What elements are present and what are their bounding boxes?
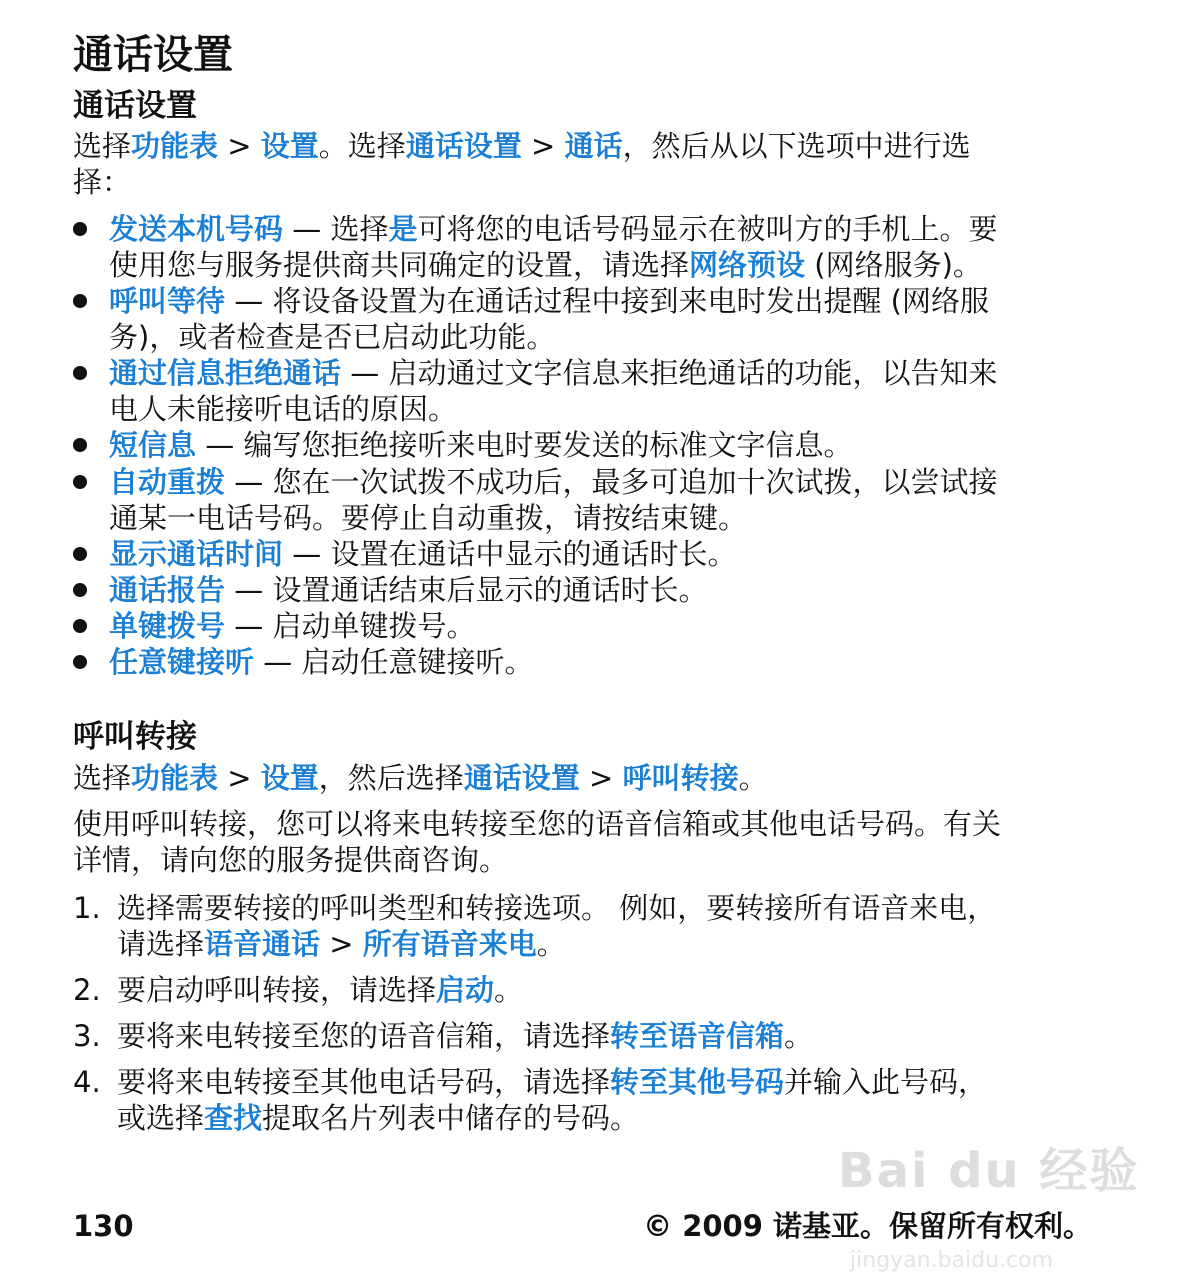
text-segment: 要将来电转接至您的语音信箱，请选择 [117, 1019, 611, 1053]
menu-path-term: 通话设置 [405, 129, 522, 163]
text-segment: 提取名片列表中储存的号码。 [262, 1101, 640, 1135]
menu-path-term: 功能表 [131, 761, 219, 795]
menu-path-term: 自动重拨 [109, 465, 226, 499]
text-segment: 并输入此号码， 或选择 [117, 1065, 988, 1135]
menu-path-term: 语音通话 [204, 927, 321, 961]
numbered-step [73, 890, 997, 962]
text-segment: 可将您的电话号码显示在被叫方的手机上。要 使用您与服务提供商共同确定的设置，请选择 [109, 212, 998, 282]
menu-path-term: 通过信息拒绝通话 [109, 356, 342, 390]
bullet-icon [73, 583, 87, 597]
baidu-watermark-logo: Bai du 经验 [838, 1143, 1140, 1199]
menu-path-term: 显示通话时间 [109, 537, 284, 571]
menu-path-term: 转至其他号码 [610, 1065, 785, 1099]
text-segment: (网络服务)。 [805, 248, 982, 282]
text-segment: — 编写您拒绝接听来电时要发送的标准文字信息。 [196, 428, 853, 462]
bullet-icon [73, 438, 87, 452]
text-segment: 选择需要转接的呼叫类型和转接选项。 例如，要转接所有语音来电， 请选择 [117, 891, 997, 961]
text-segment: — 选择 [283, 212, 389, 246]
text-segment: > [579, 761, 623, 795]
text-segment: 使用呼叫转接，您可以将来电转接至您的语音信箱或其他电话号码。有关 详情，请向您的服务提供商咨询。 [73, 807, 1002, 877]
menu-path-term: 通话 [564, 129, 623, 163]
menu-path-term: 通话报告 [109, 573, 226, 607]
page-title: 通话设置 [73, 32, 233, 78]
step-number: 2. [73, 973, 101, 1007]
bullet-item [109, 355, 997, 427]
text-segment: > [218, 129, 261, 163]
numbered-step [73, 1018, 814, 1054]
menu-path-term: 任意键接听 [109, 645, 255, 679]
bullet-item [109, 283, 989, 355]
menu-path-term: 发送本机号码 [109, 212, 284, 246]
bullet-icon [73, 655, 87, 669]
baidu-watermark-url: jingyan.baidu.com [850, 1248, 1054, 1273]
text-segment: — 启动通过文字信息来拒绝通话的功能，以告知来 电人未能接听电话的原因。 [109, 356, 998, 426]
menu-path-term: 所有语音来电 [362, 927, 537, 961]
bullet-icon [73, 222, 87, 236]
text-segment: 。 [536, 927, 566, 961]
menu-path-term: 转至语音信箱 [610, 1019, 785, 1053]
bullet-item [109, 536, 736, 572]
text-segment: 要将来电转接至其他电话号码，请选择 [117, 1065, 611, 1099]
menu-path-term: 查找 [204, 1101, 263, 1135]
section-heading [73, 88, 197, 124]
bullet-icon [73, 475, 87, 489]
numbered-step [73, 972, 524, 1008]
text-segment: ，然后从以下选项中进行选 择： [73, 129, 971, 199]
menu-path-term: 设置 [260, 761, 319, 795]
text-segment: — 您在一次试拨不成功后，最多可追加十次试拨，以尝试接 通某一电话号码。要停止自动重拨，请按结束键。 [109, 465, 998, 535]
text-segment: 。 [494, 973, 524, 1007]
section-heading [73, 719, 197, 755]
bullet-item [109, 464, 997, 536]
text-segment: 选择 [73, 761, 132, 795]
copyright-notice: © 2009 诺基亚。保留所有权利。 [643, 1209, 1092, 1243]
text-segment: ，然后选择 [318, 761, 464, 795]
text-segment: > [521, 129, 565, 163]
bullet-icon [73, 366, 87, 380]
menu-path-term: 单键拨号 [109, 609, 226, 643]
menu-path-term: 功能表 [131, 129, 219, 163]
numbered-step [73, 1064, 988, 1136]
menu-path-term: 启动 [436, 973, 495, 1007]
step-number: 3. [73, 1019, 101, 1053]
menu-path-term: 呼叫转接 [622, 761, 739, 795]
bullet-icon [73, 619, 87, 633]
paragraph [73, 760, 768, 796]
text-segment: > [320, 927, 363, 961]
text-segment: 要启动呼叫转接，请选择 [117, 973, 437, 1007]
text-segment: 。 [784, 1019, 814, 1053]
page-number: 130 [73, 1209, 134, 1243]
menu-path-term: 呼叫等待 [109, 284, 226, 318]
text-segment: — 设置在通话中显示的通话时长。 [283, 537, 737, 571]
text-segment: 通话设置 [73, 88, 197, 124]
bullet-icon [73, 294, 87, 308]
text-segment: 呼叫转接 [73, 719, 197, 755]
bullet-item [109, 427, 852, 463]
text-segment: — 启动任意键接听。 [254, 645, 534, 679]
text-segment: — 启动单键拨号。 [225, 609, 476, 643]
menu-path-term: 通话设置 [463, 761, 580, 795]
menu-path-term: 网络预设 [689, 248, 806, 282]
step-number: 4. [73, 1065, 101, 1099]
bullet-item [109, 572, 707, 608]
paragraph [73, 806, 1001, 878]
bullet-item [109, 644, 533, 680]
menu-path-term: 设置 [260, 129, 319, 163]
paragraph [73, 128, 971, 200]
text-segment: 。 [738, 761, 768, 795]
text-segment: > [218, 761, 261, 795]
bullet-icon [73, 547, 87, 561]
text-segment: — 设置通话结束后显示的通话时长。 [225, 573, 708, 607]
step-number: 1. [73, 891, 101, 925]
text-segment: 。选择 [318, 129, 406, 163]
text-segment: — 将设备设置为在通话过程中接到来电时发出提醒 (网络服 务)，或者检查是否已启动此功能。 [109, 284, 989, 354]
text-segment: 选择 [73, 129, 132, 163]
bullet-item [109, 211, 997, 283]
menu-path-term: 短信息 [109, 428, 197, 462]
bullet-item [109, 608, 475, 644]
menu-path-term: 是 [388, 212, 418, 246]
